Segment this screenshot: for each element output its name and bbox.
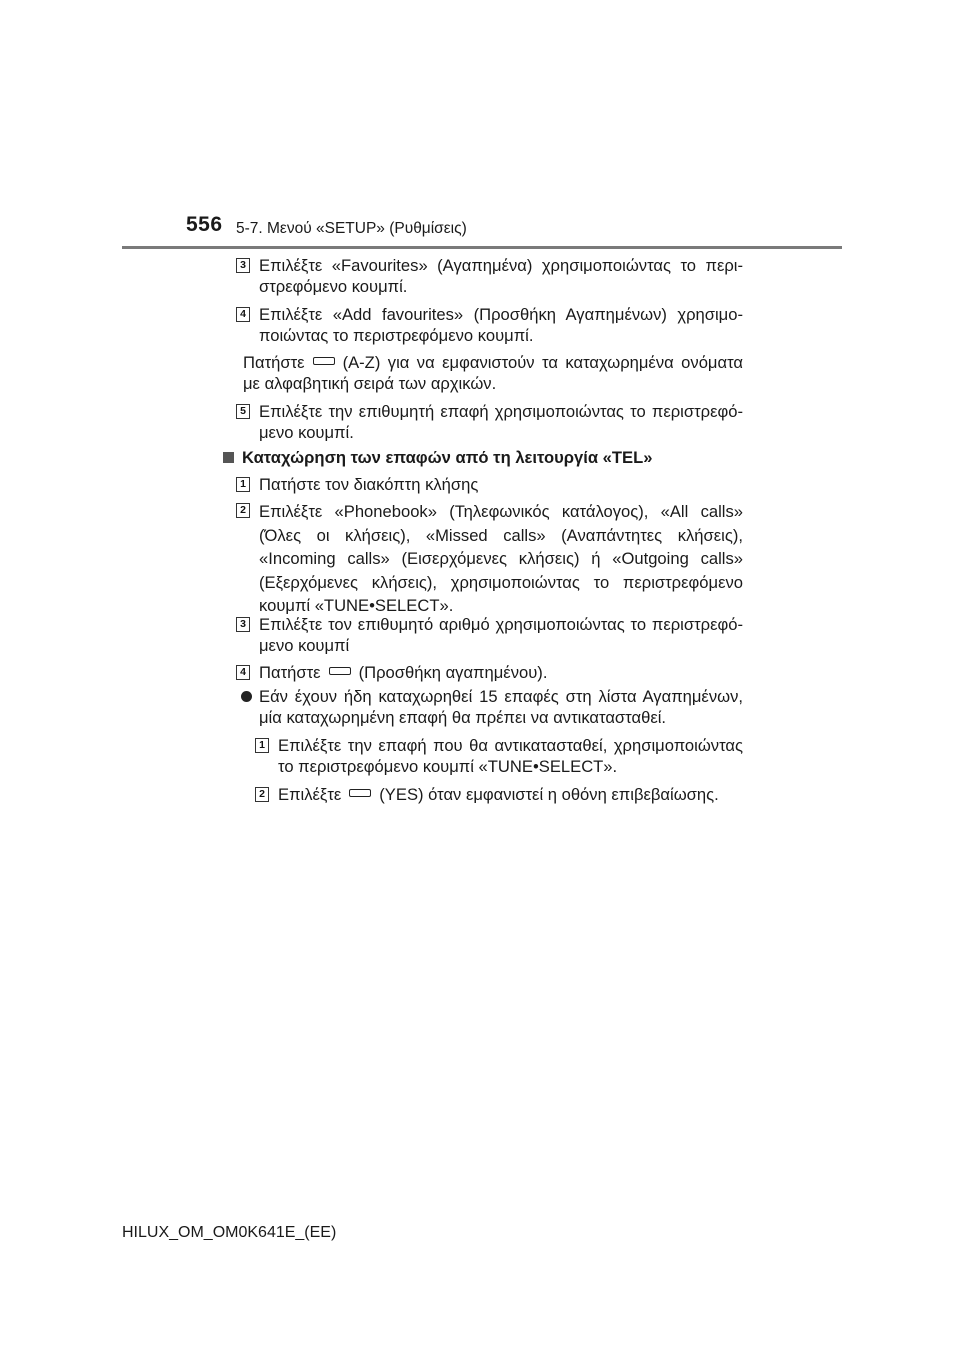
step-prefix: Επιλέξτε xyxy=(278,785,342,804)
step-text: Επιλέξτε «Favourites» (Αγαπημένα) χρησιμοποιώντας το περι-στρεφόμενο κουμπί. xyxy=(259,256,743,296)
step-number-badge: 3 xyxy=(236,258,250,273)
button-icon xyxy=(313,357,335,365)
step-fav-3 xyxy=(259,255,743,297)
step-number-badge: 2 xyxy=(255,787,269,802)
step-number-badge: 3 xyxy=(236,617,250,632)
step-text: Επιλέξτε «Add favourites» (Προσθήκη Αγαπημένων) χρησιμο-ποιώντας το περιστρεφόμενο κουμπί. xyxy=(259,305,743,345)
section-title: 5-7. Μενού «SETUP» (Ρυθμίσεις) xyxy=(236,220,467,237)
heading-text: Καταχώρηση των επαφών από τη λειτουργία «TEL» xyxy=(242,448,653,467)
step-tel-1 xyxy=(259,474,743,495)
page-header xyxy=(0,0,960,250)
header-divider xyxy=(122,246,842,249)
step-number-badge: 4 xyxy=(236,665,250,680)
section-heading xyxy=(223,448,652,468)
square-bullet-icon xyxy=(223,452,234,463)
note-az xyxy=(243,352,743,394)
step-number-badge: 5 xyxy=(236,404,250,419)
step-number-badge: 1 xyxy=(255,738,269,753)
sub-step-2 xyxy=(278,784,743,805)
step-number-badge: 1 xyxy=(236,477,250,492)
step-tel-3 xyxy=(259,614,743,656)
step-text: Επιλέξτε τον επιθυμητό αριθμό χρησιμοποιώντας το περιστρεφό-μενο κουμπί xyxy=(259,615,743,655)
step-suffix: (Προσθήκη αγαπημένου). xyxy=(358,663,548,682)
button-icon xyxy=(349,789,371,797)
step-tel-2 xyxy=(259,500,743,618)
step-fav-5 xyxy=(259,401,743,443)
sub-step-1 xyxy=(278,735,743,777)
step-tel-4 xyxy=(259,662,743,683)
button-icon xyxy=(329,667,351,675)
page-number: 556 xyxy=(186,213,223,236)
step-text: Επιλέξτε «Phonebook» (Τηλεφωνικός κατάλογος), «All calls» (Όλες οι κλήσεις), «Missed calls» (Αναπάντητες κλήσεις), «Incoming calls» (Εισερχόμενες κλήσεις) ή «Outgoing calls» (Εξερχόμενες κλήσεις), χρησιμοποιώντας το περιστρεφόμενο κουμπί «TUNE•SELECT». xyxy=(259,502,743,616)
step-number-badge: 2 xyxy=(236,503,250,518)
note-az-prefix: Πατήστε xyxy=(243,353,305,372)
step-suffix: (YES) όταν εμφανιστεί η οθόνη επιβεβαίωσης. xyxy=(379,785,719,804)
document-code: HILUX_OM_OM0K641E_(EE) xyxy=(122,1224,337,1241)
step-prefix: Πατήστε xyxy=(259,663,321,682)
step-text: Επιλέξτε την επιθυμητή επαφή χρησιμοποιώντας το περιστρεφό-μενο κουμπί. xyxy=(259,402,743,442)
bullet-note xyxy=(259,686,743,728)
step-number-badge: 4 xyxy=(236,307,250,322)
bullet-text: Εάν έχουν ήδη καταχωρηθεί 15 επαφές στη λίστα Αγαπημένων, μία καταχωρημένη επαφή θα πρέπει να αντικατασταθεί. xyxy=(259,687,743,727)
step-text: Επιλέξτε την επαφή που θα αντικατασταθεί, χρησιμοποιώντας το περιστρεφόμενο κουμπί «TUNE•SELECT». xyxy=(278,736,743,776)
step-fav-4 xyxy=(259,304,743,346)
step-text: Πατήστε τον διακόπτη κλήσης xyxy=(259,475,479,494)
bullet-dot-icon xyxy=(241,691,252,702)
note-az-text: (A-Z) για να εμφανιστούν τα καταχωρημένα ονόματα με αλφαβητική σειρά των αρχικών. xyxy=(243,353,743,393)
